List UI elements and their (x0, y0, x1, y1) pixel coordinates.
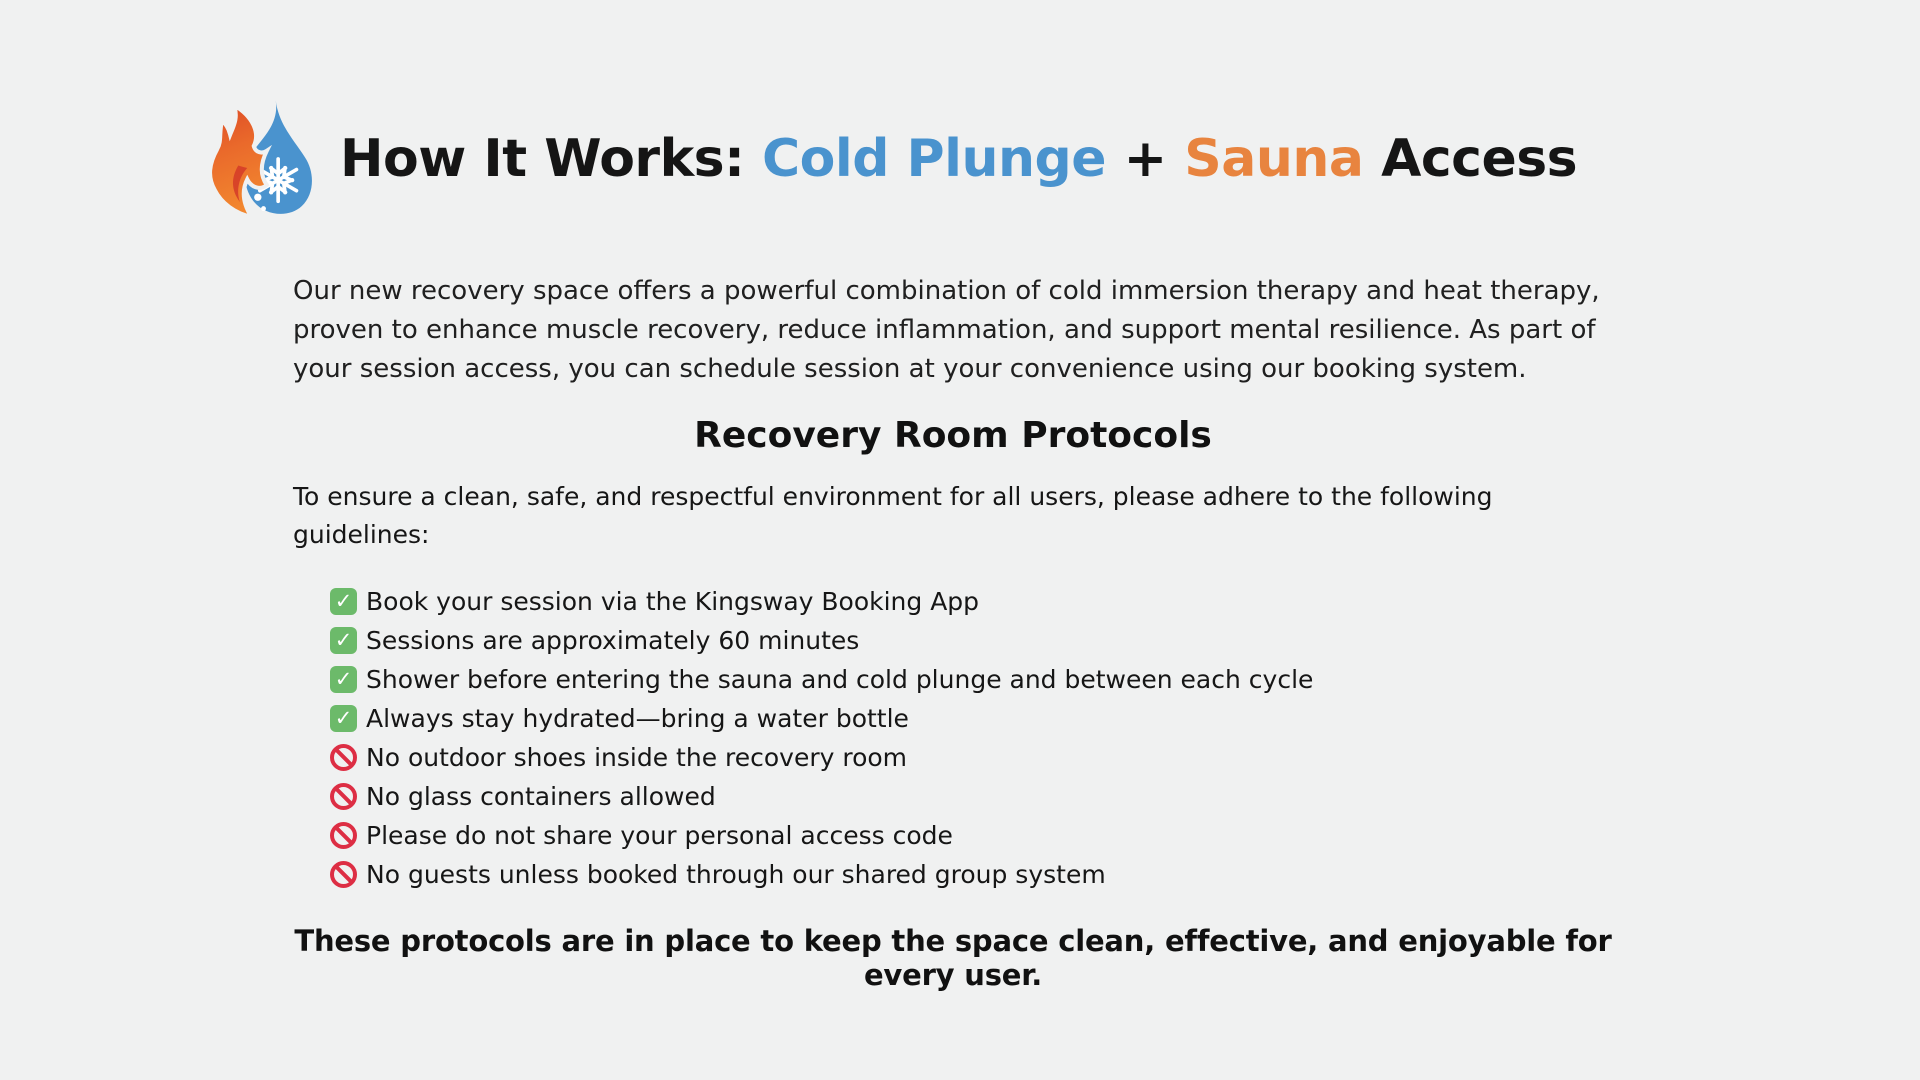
protocol-item (330, 816, 1613, 855)
protocol-item-label: No outdoor shoes inside the recovery room (366, 743, 908, 772)
protocol-item (330, 660, 1613, 699)
fire-and-ice-logo (196, 88, 318, 230)
no-entry-icon (330, 744, 357, 771)
no-entry-icon (330, 861, 357, 888)
header (0, 0, 1920, 230)
protocol-item (330, 582, 1613, 621)
protocol-item-label: No guests unless booked through our shared group system (366, 860, 1106, 889)
protocol-item-label: Please do not share your personal access code (366, 821, 953, 850)
protocol-item-label: Book your session via the Kingsway Booking App (366, 587, 980, 616)
check-icon (330, 705, 357, 732)
title-suffix: Access (1363, 129, 1578, 189)
protocol-item-label: No glass containers allowed (366, 782, 716, 811)
page-title (340, 129, 1577, 189)
closing-note: These protocols are in place to keep the space clean, effective, and enjoyable for every user. (294, 924, 1612, 992)
title-prefix: How It Works: (340, 129, 762, 189)
protocol-item (330, 621, 1613, 660)
protocol-item (330, 738, 1613, 777)
protocols-heading: Recovery Room Protocols (694, 415, 1212, 456)
title-sauna: Sauna (1184, 129, 1364, 189)
content (293, 272, 1613, 992)
protocol-item-label: Shower before entering the sauna and cold plunge and between each cycle (366, 665, 1314, 694)
title-plus: + (1106, 129, 1185, 189)
guidelines-intro: To ensure a clean, safe, and respectful environment for all users, please adhere to the following guidelines: (293, 482, 1493, 549)
check-icon (330, 666, 357, 693)
protocol-item (330, 699, 1613, 738)
protocol-item (330, 855, 1613, 894)
no-entry-icon (330, 783, 357, 810)
intro-paragraph: Our new recovery space offers a powerful combination of cold immersion therapy and heat therapy, proven to enhance muscle recovery, reduce inflammation, and support mental resilience. As part of your session access, you can schedule session at your convenience using our booking system. (293, 276, 1600, 384)
no-entry-icon (330, 822, 357, 849)
check-icon (330, 588, 357, 615)
title-cold-plunge: Cold Plunge (762, 129, 1107, 189)
check-icon (330, 627, 357, 654)
protocol-item-label: Sessions are approximately 60 minutes (366, 626, 860, 655)
protocol-item-label: Always stay hydrated—bring a water bottle (366, 704, 909, 733)
protocol-item (330, 777, 1613, 816)
protocol-list (330, 582, 1613, 894)
